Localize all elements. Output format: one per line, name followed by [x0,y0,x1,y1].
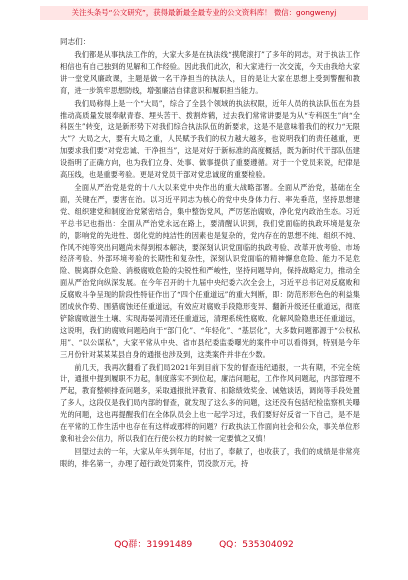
qq-text: QQ：535304092 [219,540,294,550]
paragraph-1: 我们都是从事执法工作的，大家大多是在执法线“摸爬滚打”了多年的同志，对于执法工作相信也有自己独到的见解和工作经验。因此我们此次，和大家进行一次交流，今天由我给大家讲一堂党风廉政课，主题是做一名干净担当的执法人，目的是让大家在思想上受到警醒和教育，进一步筑牢思想防线，增强廉洁自律意识和履职担当能力。 [60,50,360,95]
paragraph-5: 回望过去的一年，大家从年头到年尾，付出了，奉献了，也收获了，我们的成绩是非常亮眼的，排名第一，办理了超行政处罚案件，罚没款万元，持 [60,446,360,468]
greeting: 同志们： [60,37,91,46]
paragraph-2: 我们局称得上是一个“大局”，综合了全县个领域的执法权限，近年人员的执法队伍在为县推动高质量发展奉献青春、埋头苦干、拨割炸鹤，过去我们常常讲要是为从“专科医生”向“全科医生”转变，这是新形势下对我们综合执法队伍的新要求，这是不是意味着我们的权力“无限大”？大局之大，要有大局之重，人民赋予我们的权力越大越多，也说明我们的责任越重，更加要求我们要“对党忠诚、干净担当”，这是对好于新标准的高度概括，既为新时代干部队伍建设指明了正确方向，也为我们立身、处事、做事提供了重要遵循。对于一个党员来说，纪律是高压线，也是重要考验。更是对党员干部对党忠诚度的重要检验。 [60,98,360,180]
paragraph-3: 全面从严治党是党的十八大以来党中央作出的重大战略部署。全面从严治党，基础在全面，关键在严，要害在治。以习近平同志为核心的党中央身体力行、率先垂范，坚持思想建党、组织建党和制度治党紧密结合，集中整饬党风，严厉惩治腐败，净化党内政治生态。习近平总书记也指出：全面从严治党永远在路上，要清醒认识到，我们党面临的执政环境是复杂的，影响党的先进性、弱化党的纯洁性的因素也是复杂的，党内存在的思想不纯、组织不纯、作风不纯等突出问题尚未得到根本解决，要深刻认识党面临的执政考验、改革开放考验、市场经济考验、外部环境考验的长期性和复杂性，深刻认识党面临的精神懈怠危险、能力不足危险、脱离群众危险、消极腐败危险的尖锐性和严峻性，坚持问题导向，保持战略定力，推动全面从严治党向纵深发展。在今年召开的十九届中央纪委六次全会上，习近平总书记对反腐败和反腐败斗争呈现的阶段性特征作出了“四个任重道远”的重大判断，即：防范形形色色的利益集团成伙作势、围猎腐蚀还任重道远，有效应对腐败手段隐形变异、翻新升级还任重道远，彻底铲除腐败滋生土壤、实现海晏河清还任重道远，清理系统性腐败、化解风险隐患还任重道远，这说明，我们的腐败问题趋向于“部门化”、“年轻化”、“基层化”，大多数问题都源于“公权私用”、“以公谋私”，大家平常从中央、省市县纪委监委曝光的案件中可以看得到，特别是今年三月份针对某某某县自身的通报也涉及到，这类案件并非在少数。 [60,182,360,359]
header-banner: 关注头条号“公文研究”，获得最新最全最专业的公文资料库！ 微信：gongwenyj [40,6,368,20]
footer-contact [0,538,408,552]
document-page [60,36,360,534]
paragraph-4: 前几天，我再次翻看了我们局2021年到目前下发的督查违纪通报，一共有期，不完全统计，通报中提到履职不力起，制度落实不到位起，廉洁问题起，工作作风问题起，内部管理不严起，教育整顿排查问题多，采取通报批评教育、扣除绩效奖金、诫勉谈话，调岗等手段处置了多人，这段仅是我们局内部的督查，就发现了这么多的问题，这还没有包括纪检监察机关曝光的问题，这也再提醒我们在全体队员会上也一起学习过，我们要好好反省一下自己，是不是在平常的工作生活中也存在有这样或那样的问题？行政执法工作面向社会和公众，事关单位形象和社会公信力，所以我们在行使公权力的时候一定要慎之又慎！ [60,362,360,443]
qq-group-text: QQ群：31991489 [114,540,193,550]
